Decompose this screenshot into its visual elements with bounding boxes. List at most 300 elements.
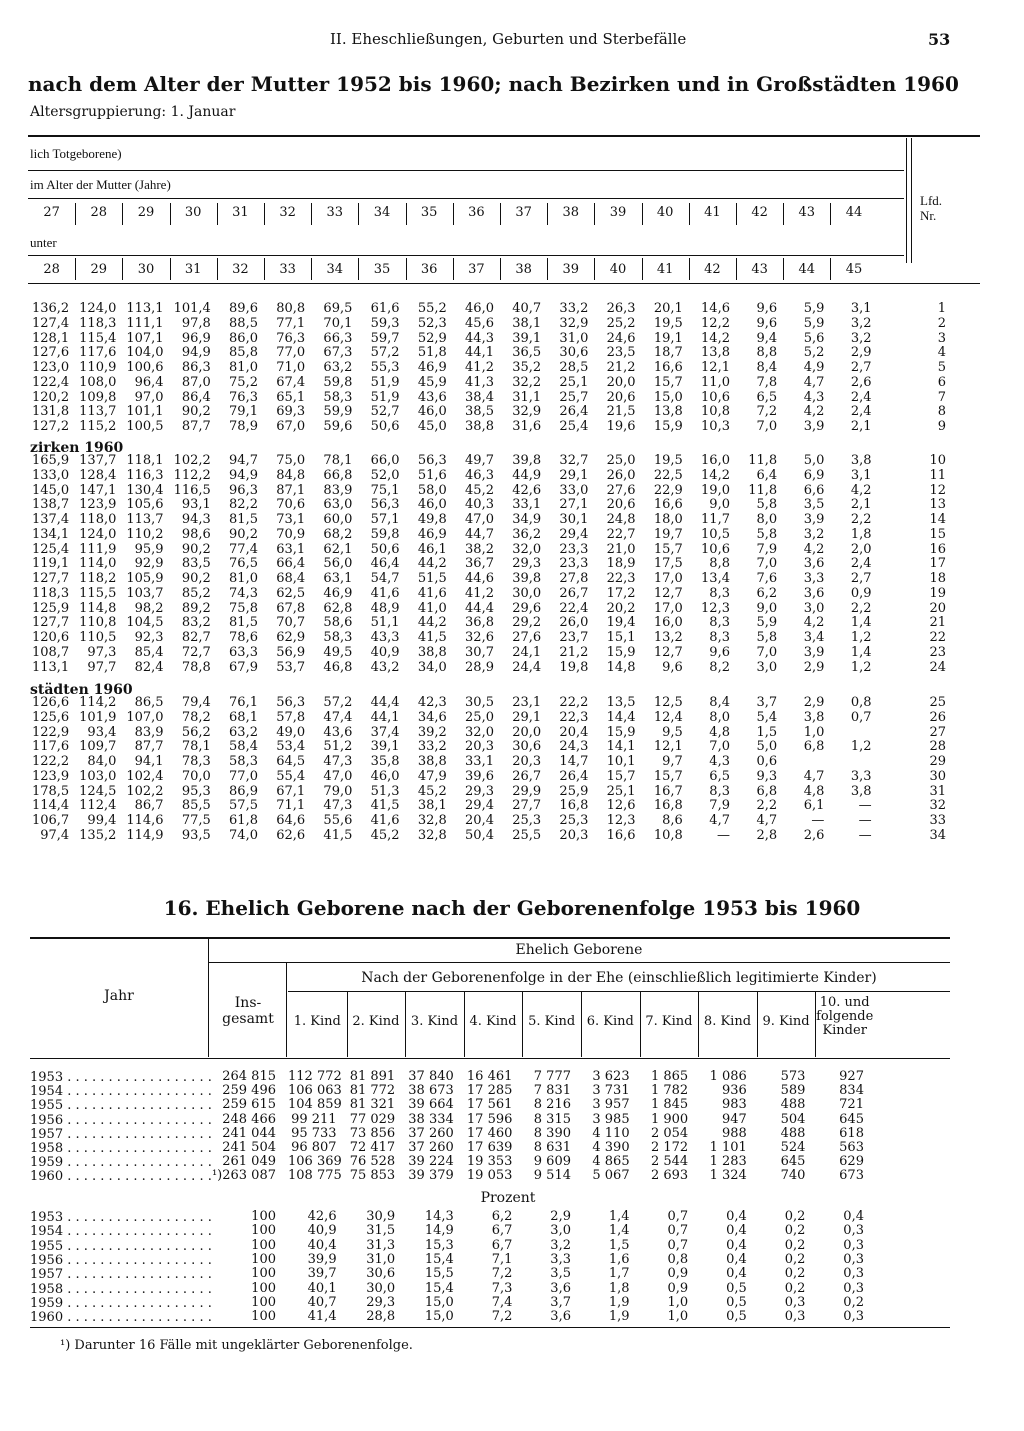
table-cell: 24,6 xyxy=(606,330,636,346)
table-cell: 44,2 xyxy=(417,615,447,631)
table-cell: 20,2 xyxy=(606,600,636,616)
count-cell: 8 216 xyxy=(533,1097,571,1113)
table-cell: 78,2 xyxy=(181,709,211,725)
rule xyxy=(122,203,123,225)
table-cell: 16,6 xyxy=(653,497,683,513)
table-cell: 35,2 xyxy=(512,360,542,375)
table-cell: 23,7 xyxy=(559,630,589,645)
table-cell: 45,0 xyxy=(417,419,447,434)
table-cell: 4,7 xyxy=(803,374,825,390)
table-cell: 19,0 xyxy=(701,482,730,498)
table-cell: 4,2 xyxy=(803,615,825,631)
count-cell: 38 334 xyxy=(408,1111,454,1127)
table-cell: 13,2 xyxy=(653,630,683,645)
table-cell: 2,7 xyxy=(850,571,872,586)
table-cell: 127,6 xyxy=(31,345,70,361)
header-age: im Alter der Mutter (Jahre) xyxy=(30,177,171,192)
row-number: 2 xyxy=(937,315,946,331)
percent-cell: 31,3 xyxy=(366,1237,396,1253)
percent-cell: 1,4 xyxy=(608,1223,630,1239)
page-number: 53 xyxy=(928,30,951,49)
table-cell: 2,2 xyxy=(756,798,778,814)
table-cell: 17,0 xyxy=(653,600,683,616)
year-label: 1959 . . . . . . . . . . . . . . . . . . xyxy=(30,1295,212,1311)
percent-cell: 0,9 xyxy=(667,1266,689,1282)
table-cell: 5,0 xyxy=(803,453,825,468)
count-cell: 17 639 xyxy=(466,1140,513,1155)
table-cell: 6,8 xyxy=(756,783,778,799)
table-cell: 20,1 xyxy=(653,301,683,316)
table-cell: 13,8 xyxy=(653,404,683,420)
year-label: 1956 . . . . . . . . . . . . . . . . . . xyxy=(30,1252,212,1268)
count-cell: 37 260 xyxy=(408,1140,454,1155)
table-cell: 89,2 xyxy=(181,600,211,616)
column-header: 1. Kind xyxy=(293,1014,341,1029)
table-cell: 32,0 xyxy=(512,541,542,557)
table-cell: 20,6 xyxy=(606,497,636,513)
table-cell: 30,0 xyxy=(512,585,542,601)
count-cell: 259 615 xyxy=(222,1097,276,1113)
table-cell: 98,2 xyxy=(134,600,164,616)
table-cell: 36,2 xyxy=(512,526,542,542)
table-cell: 80,8 xyxy=(276,301,306,316)
table-cell: 5,9 xyxy=(756,615,778,631)
table-cell: 73,1 xyxy=(276,512,306,527)
count-cell: 248 466 xyxy=(222,1111,276,1127)
count-cell: 7 777 xyxy=(533,1069,571,1084)
table-cell: 3,1 xyxy=(850,301,872,316)
count-cell: 1 865 xyxy=(650,1069,689,1084)
percent-cell: 3,6 xyxy=(550,1309,571,1325)
table-cell: 11,0 xyxy=(701,374,730,390)
table-cell: 20,4 xyxy=(465,813,494,828)
table-cell: 51,8 xyxy=(417,345,447,361)
table-cell: 135,2 xyxy=(79,827,117,843)
table-cell: 94,9 xyxy=(181,345,211,361)
percent-cell: 40,4 xyxy=(307,1237,337,1253)
count-cell: 1 900 xyxy=(650,1111,689,1127)
table-cell: 56,3 xyxy=(417,453,447,468)
table-cell: 57,8 xyxy=(276,709,306,725)
rule xyxy=(906,138,907,263)
table-cell: 30,6 xyxy=(559,345,589,361)
table-cell: 58,3 xyxy=(229,754,258,769)
age-from-header: 29 xyxy=(137,205,155,220)
rule xyxy=(264,258,265,280)
table-cell: 33,1 xyxy=(512,497,542,513)
table-cell: 49,0 xyxy=(276,724,306,740)
table-cell: 64,6 xyxy=(276,813,306,828)
table-cell: 39,8 xyxy=(512,453,542,468)
percent-cell: 0,5 xyxy=(726,1280,747,1296)
age-from-header: 27 xyxy=(43,205,60,220)
age-from-header: 41 xyxy=(704,205,721,220)
table-cell: 21,2 xyxy=(559,644,589,660)
table-cell: 29,2 xyxy=(512,615,542,631)
percent-cell: 0,4 xyxy=(726,1237,747,1253)
table-cell: 83,9 xyxy=(134,724,164,740)
table-cell: 90,2 xyxy=(181,571,211,586)
table-cell: 63,2 xyxy=(323,360,353,375)
table-cell: 71,1 xyxy=(276,798,306,814)
table-cell: 15,7 xyxy=(606,768,636,784)
rule xyxy=(642,203,643,225)
table-cell: 56,9 xyxy=(276,644,306,660)
table-cell: 113,1 xyxy=(31,659,70,675)
table-cell: 21,0 xyxy=(606,541,636,557)
table-cell: 117,6 xyxy=(31,739,70,755)
table-cell: 86,3 xyxy=(181,360,211,375)
table-cell: 40,3 xyxy=(465,497,494,513)
table-cell: 46,0 xyxy=(370,768,400,784)
table-cell: 25,3 xyxy=(512,813,542,828)
rule xyxy=(911,138,912,263)
count-cell: 3 623 xyxy=(592,1069,630,1084)
age-to-header: 44 xyxy=(798,262,816,277)
year-label: 1957 . . . . . . . . . . . . . . . . . . xyxy=(30,1267,212,1283)
table-cell: 67,8 xyxy=(276,600,306,616)
rule xyxy=(30,1327,950,1328)
rule xyxy=(311,203,312,225)
percent-cell: 0,3 xyxy=(843,1223,864,1239)
table-cell: 11,8 xyxy=(748,453,778,468)
table-cell: 6,4 xyxy=(756,467,778,483)
count-cell: 241 504 xyxy=(222,1140,276,1155)
table-cell: 110,9 xyxy=(79,360,117,375)
table-cell: 26,4 xyxy=(559,404,589,420)
table-cell: 94,1 xyxy=(134,754,164,769)
row-number: 31 xyxy=(929,783,946,799)
table-cell: 4,2 xyxy=(803,404,825,420)
table-cell: 112,4 xyxy=(79,798,117,814)
percent-cell: 0,5 xyxy=(726,1309,747,1325)
table-cell: 113,7 xyxy=(126,512,164,527)
table-cell: 122,9 xyxy=(31,724,70,740)
rule xyxy=(30,937,950,939)
table-cell: 122,4 xyxy=(31,374,70,390)
table-cell: 59,3 xyxy=(370,315,400,331)
table-cell: 84,8 xyxy=(276,467,306,483)
table-cell: 51,9 xyxy=(370,374,400,390)
table-cell: 10,3 xyxy=(701,419,730,434)
percent-cell: 3,6 xyxy=(550,1280,571,1296)
table-cell: 2,8 xyxy=(756,827,778,843)
running-head-title: II. Eheschließungen, Geburten und Sterbefälle xyxy=(330,30,687,48)
table-cell: 12,2 xyxy=(701,315,730,331)
table-cell: 67,3 xyxy=(323,345,353,361)
table-cell: 3,0 xyxy=(756,659,778,675)
row-number: 33 xyxy=(929,813,946,828)
count-cell: 573 xyxy=(780,1069,806,1084)
year-label: 1960 . . . . . . . . . . . . . . . . . . xyxy=(30,1310,212,1326)
percent-cell: 14,9 xyxy=(424,1223,454,1239)
row-number: 9 xyxy=(937,419,946,434)
table-cell: 26,7 xyxy=(512,768,542,784)
table-cell: 39,6 xyxy=(465,768,494,784)
count-cell: 241 044 xyxy=(222,1125,276,1141)
table-cell: 39,8 xyxy=(512,571,542,586)
table-cell: 5,8 xyxy=(756,497,778,513)
row-number: 10 xyxy=(929,453,946,468)
table-cell: 93,5 xyxy=(181,827,211,843)
table-cell: 17,0 xyxy=(653,571,683,586)
table-cell: 79,4 xyxy=(181,695,211,710)
rule xyxy=(689,203,690,225)
table-cell: 1,0 xyxy=(803,724,825,740)
table-cell: 49,5 xyxy=(323,644,353,660)
count-cell: 988 xyxy=(721,1125,747,1141)
rule xyxy=(28,198,904,199)
table-cell: 3,6 xyxy=(803,585,825,601)
table-cell: 57,1 xyxy=(370,512,400,527)
table-cell: 114,4 xyxy=(31,798,70,814)
count-cell: 3 957 xyxy=(592,1097,630,1113)
table-cell: 62,8 xyxy=(323,600,353,616)
table-cell: 32,7 xyxy=(559,453,589,468)
table-cell: 16,7 xyxy=(653,783,683,799)
table-cell: 3,9 xyxy=(803,419,825,434)
table-cell: 59,8 xyxy=(370,526,400,542)
table-cell: 165,9 xyxy=(31,453,70,468)
table-cell: 97,8 xyxy=(181,315,211,331)
percent-cell: 7,3 xyxy=(491,1280,513,1296)
table-cell: 15,7 xyxy=(653,541,683,557)
table-cell: 90,2 xyxy=(181,404,211,420)
table-cell: 14,7 xyxy=(559,754,589,769)
percent-cell: 0,9 xyxy=(667,1280,689,1296)
year-label: 1955 . . . . . . . . . . . . . . . . . . xyxy=(30,1238,212,1254)
table-cell: 41,5 xyxy=(417,630,447,645)
rule xyxy=(28,255,904,256)
table-cell: 62,1 xyxy=(323,541,353,557)
table-cell: 20,0 xyxy=(512,724,542,740)
table-cell: 4,3 xyxy=(709,754,730,769)
table-cell: 51,6 xyxy=(417,467,447,483)
row-number: 7 xyxy=(937,389,946,405)
table-cell: 12,3 xyxy=(701,600,730,616)
row-number: 4 xyxy=(937,345,946,361)
rule xyxy=(406,258,407,280)
table-cell: 76,3 xyxy=(276,330,306,346)
table-cell: 113,1 xyxy=(126,301,164,316)
count-cell: 721 xyxy=(839,1097,864,1113)
count-cell: 8 631 xyxy=(533,1140,571,1155)
percent-cell: 6,2 xyxy=(491,1209,513,1224)
table-cell: 13,4 xyxy=(701,571,730,586)
table-cell: 51,5 xyxy=(417,571,447,586)
table-cell: 94,3 xyxy=(181,512,211,527)
table-cell: 8,3 xyxy=(709,630,730,645)
percent-cell: 0,7 xyxy=(667,1223,689,1239)
table-cell: 97,0 xyxy=(134,389,164,405)
table-cell: 58,3 xyxy=(323,389,353,405)
table-cell: 70,7 xyxy=(276,615,306,631)
percent-cell: 40,9 xyxy=(307,1223,337,1239)
row-number: 34 xyxy=(929,827,946,843)
table-cell: 36,8 xyxy=(465,615,494,631)
table-cell: 38,8 xyxy=(417,644,447,660)
percent-cell: 28,8 xyxy=(366,1309,396,1325)
table-cell: 20,3 xyxy=(512,754,542,769)
table-cell: 39,2 xyxy=(417,724,447,740)
count-cell: 17 561 xyxy=(466,1097,513,1113)
table-cell: 25,9 xyxy=(559,783,589,799)
count-cell: 39 379 xyxy=(408,1168,454,1184)
table-cell: 120,6 xyxy=(31,630,70,645)
table-cell: 41,3 xyxy=(465,374,494,390)
percent-cell: 15,5 xyxy=(424,1266,454,1282)
table-cell: 5,8 xyxy=(756,526,778,542)
table-cell: 52,0 xyxy=(370,467,400,483)
table-cell: 105,6 xyxy=(126,497,164,513)
percent-cell: 0,2 xyxy=(784,1251,806,1267)
table-cell: 51,1 xyxy=(370,615,400,631)
table-cell: 114,6 xyxy=(126,813,164,828)
table-cell: 83,5 xyxy=(181,556,211,572)
age-from-header: 42 xyxy=(751,205,768,220)
table-cell: 66,4 xyxy=(276,556,306,572)
table-cell: 6,5 xyxy=(756,389,778,405)
table-cell: 125,6 xyxy=(31,709,70,725)
table-cell: 3,6 xyxy=(803,556,825,572)
table-cell: 47,3 xyxy=(323,754,353,769)
table-cell: 66,3 xyxy=(323,330,353,346)
table2-title: 16. Ehelich Geborene nach der Geborenenfolge 1953 bis 1960 xyxy=(163,896,861,920)
table-cell: 12,7 xyxy=(653,644,683,660)
column-header: 7. Kind xyxy=(645,1014,693,1029)
table-cell: 2,1 xyxy=(850,497,872,513)
row-number: 18 xyxy=(929,571,946,586)
table-cell: 85,2 xyxy=(181,585,211,601)
rule xyxy=(288,991,950,992)
table-cell: 34,9 xyxy=(512,512,542,527)
table-cell: 77,0 xyxy=(276,345,306,361)
percent-cell: 30,6 xyxy=(366,1266,396,1282)
table-cell: 76,3 xyxy=(229,389,258,405)
table-cell: 45,2 xyxy=(370,827,400,843)
table-cell: 20,0 xyxy=(606,374,636,390)
table-cell: 10,1 xyxy=(606,754,636,769)
table-cell: 81,0 xyxy=(229,571,258,586)
percent-cell: 7,1 xyxy=(491,1251,513,1267)
table-cell: 42,6 xyxy=(512,482,542,498)
table-cell: 2,6 xyxy=(803,827,825,843)
rule xyxy=(30,1058,950,1059)
table-cell: 110,8 xyxy=(79,615,117,631)
table-cell: 8,6 xyxy=(662,813,683,828)
table-cell: 6,5 xyxy=(709,768,730,784)
age-to-header: 30 xyxy=(137,262,155,277)
percent-cell: 0,3 xyxy=(784,1294,806,1310)
table-cell: 70,9 xyxy=(276,526,306,542)
header-unter: unter xyxy=(30,235,57,250)
table-cell: 8,3 xyxy=(709,615,730,631)
rule xyxy=(311,258,312,280)
percent-cell: 3,3 xyxy=(550,1251,571,1267)
table-cell: 65,1 xyxy=(276,389,306,405)
table-cell: 3,5 xyxy=(803,497,825,513)
table-cell: 9,6 xyxy=(662,659,683,675)
percent-cell: 1,6 xyxy=(608,1251,630,1267)
percent-cell: 3,0 xyxy=(550,1223,571,1239)
table-cell: 100,6 xyxy=(126,360,164,375)
year-label: 1956 . . . . . . . . . . . . . . . . . . xyxy=(30,1112,212,1128)
table-cell: 83,2 xyxy=(181,615,211,631)
table-cell: 27,7 xyxy=(512,798,542,814)
rule xyxy=(28,135,980,137)
table-cell: 2,9 xyxy=(803,659,825,675)
table-cell: 8,4 xyxy=(709,695,730,710)
percent-cell: 100 xyxy=(251,1266,276,1282)
table-cell: 116,5 xyxy=(173,482,211,498)
table-cell: 57,2 xyxy=(323,695,353,710)
table-cell: 46,8 xyxy=(323,659,353,675)
table-cell: 25,5 xyxy=(512,827,542,843)
count-cell: 834 xyxy=(839,1083,864,1099)
table-cell: 85,8 xyxy=(229,345,258,361)
table-cell: 33,2 xyxy=(559,301,589,316)
count-cell: 2 054 xyxy=(650,1125,689,1141)
table-cell: 133,0 xyxy=(31,467,70,483)
table-cell: 25,0 xyxy=(606,453,636,468)
table-cell: 55,6 xyxy=(323,813,353,828)
section-label: zirken 1960 xyxy=(30,440,124,456)
table-cell: 12,1 xyxy=(653,739,683,755)
table-cell: 36,7 xyxy=(465,556,494,572)
table-cell: 32,8 xyxy=(417,813,447,828)
table-cell: 51,9 xyxy=(370,389,400,405)
table-cell: 21,5 xyxy=(606,404,636,420)
table-cell: 46,0 xyxy=(417,404,447,420)
count-cell: 983 xyxy=(721,1097,747,1113)
table-cell: 98,6 xyxy=(181,526,211,542)
rule xyxy=(122,258,123,280)
header-jahr: Jahr xyxy=(104,988,134,1004)
rule xyxy=(217,258,218,280)
table-cell: 59,9 xyxy=(323,404,353,420)
percent-cell: 41,4 xyxy=(307,1309,337,1325)
age-from-header: 39 xyxy=(609,205,627,220)
table-cell: 49,7 xyxy=(465,453,494,468)
rule xyxy=(217,203,218,225)
table-cell: 2,2 xyxy=(850,512,872,527)
table-cell: 16,6 xyxy=(606,827,636,843)
rule xyxy=(170,258,171,280)
table-cell: 1,4 xyxy=(850,615,872,631)
percent-cell: 7,4 xyxy=(491,1294,513,1310)
count-cell: 504 xyxy=(780,1111,806,1127)
count-cell: 2 693 xyxy=(650,1168,689,1184)
table-cell: 29,4 xyxy=(559,526,589,542)
table-cell: 131,8 xyxy=(31,404,70,420)
count-cell: 81 321 xyxy=(349,1097,396,1113)
table-cell: 92,9 xyxy=(134,556,164,572)
table-cell: 125,4 xyxy=(31,541,70,557)
percent-cell: 0,2 xyxy=(784,1223,806,1239)
table-cell: 49,8 xyxy=(417,512,447,527)
table-cell: 1,2 xyxy=(850,630,872,645)
percent-cell: 100 xyxy=(251,1309,276,1325)
table-cell: 92,3 xyxy=(134,630,164,645)
table-cell: 46,3 xyxy=(465,467,494,483)
count-cell: 73 856 xyxy=(349,1125,396,1141)
percent-cell: 1,9 xyxy=(608,1309,630,1325)
table-cell: 7,0 xyxy=(756,419,778,434)
table-cell: 145,0 xyxy=(31,482,70,498)
table-cell: 36,5 xyxy=(512,345,542,361)
table-cell: 118,3 xyxy=(79,315,117,331)
table-cell: 2,4 xyxy=(850,404,872,420)
